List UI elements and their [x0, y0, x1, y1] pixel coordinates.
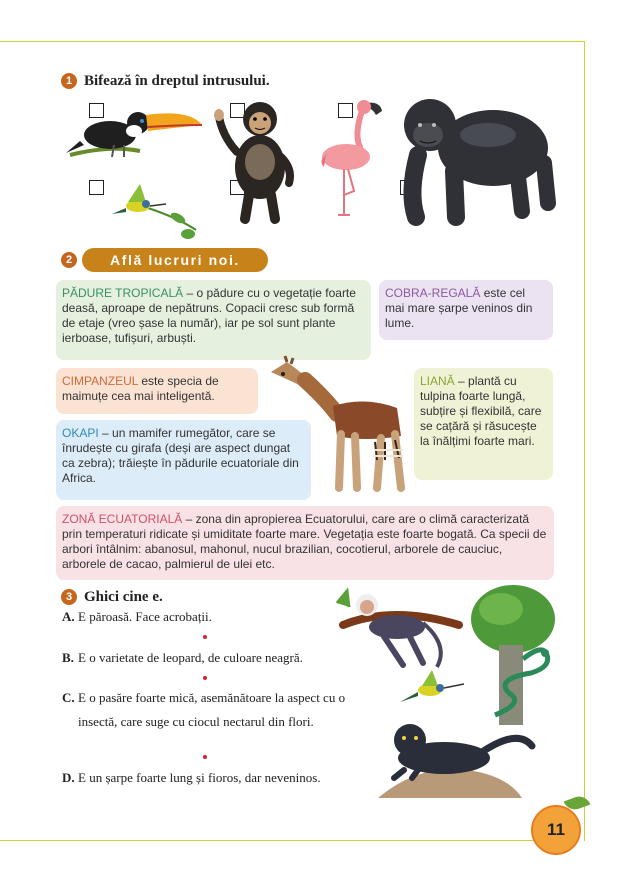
answer-dot-b	[203, 676, 207, 680]
term-cobra: COBRA-REGALĂ	[385, 286, 481, 300]
riddle-c-text: E o pasăre foarte mică, asemănătoare la aspect cu o insectă, care suge cu ciocul nectarul din flori.	[78, 690, 346, 729]
monkey-image	[333, 585, 463, 670]
page-frame-bottom	[0, 840, 540, 841]
section-2-title: Află lucruri noi.	[82, 248, 268, 272]
text-zona: – zona din apropierea Ecuatorului, care are o climă caracterizată prin temperaturi ridicate și umiditate foarte mare. Vegetația este foarte bogată. Ca specii de arbori întâlnim: abanosul, mahonul, nucul brazilian, cocotierul, arborele de cauciuc, arborele de cacao, palmierul de ulei etc.	[62, 512, 547, 571]
toucan-image	[70, 105, 205, 165]
text-liana: – plantă cu tulpina foarte lungă, subțire și flexibilă, care se cațără și răsucește la înălțimi foarte mari.	[420, 374, 542, 448]
riddle-b-letter: B.	[62, 650, 74, 665]
section-1-number: 1	[61, 73, 77, 89]
answer-dot-a	[203, 635, 207, 639]
section-3-number: 3	[61, 589, 77, 605]
term-zona: ZONĂ ECUATORIALĂ	[62, 512, 183, 526]
box-padure-tropicala	[56, 280, 371, 360]
hummingbird-image	[108, 178, 203, 240]
hummingbird-2-image	[398, 668, 468, 710]
riddle-a-letter: A.	[62, 609, 75, 624]
text-cobra: este cel mai mare șarpe veninos din lume.	[385, 286, 533, 330]
checkbox-hummingbird[interactable]	[89, 180, 104, 195]
okapi-image	[265, 360, 415, 495]
riddle-d-text: E un șarpe foarte lung și fioros, dar neveninos.	[78, 770, 321, 785]
section-2-number: 2	[61, 252, 77, 268]
box-zona-ecuatoriala	[56, 506, 554, 580]
riddle-d-letter: D.	[62, 770, 75, 785]
riddle-a-text: E păroasă. Face acrobații.	[78, 609, 212, 624]
tree-snake-image	[465, 583, 560, 733]
riddle-b-text: E o varietate de leopard, de culoare neagră.	[78, 650, 303, 665]
box-cobra-regala	[379, 280, 553, 340]
riddle-c	[62, 686, 362, 734]
page-frame-top	[0, 41, 585, 42]
riddle-b	[62, 646, 362, 670]
page-frame-right	[584, 41, 585, 841]
box-liana	[414, 368, 553, 480]
term-padure: PĂDURE TROPICALĂ	[62, 286, 184, 300]
page-number: 11	[531, 805, 581, 855]
riddle-c-letter: C.	[62, 690, 75, 705]
text-padure: – o pădure cu o vegetație foarte deasă, aproape de nepătruns. Copacii cresc sub formă de etaje (vreo șase la număr), iar pe sol sunt plante ierboase, tufișuri, arbuști.	[62, 286, 356, 345]
term-cimpanzeul: CIMPANZEUL	[62, 374, 139, 388]
text-okapi: – un mamifer rumegător, care se înrudește cu girafa (deși are aspect dungat ca zebra); trăiește în pădurile ecuatoriale din Africa.	[62, 426, 299, 485]
chimpanzee-image	[215, 97, 300, 225]
flamingo-image	[318, 95, 388, 220]
box-cimpanzeul	[56, 368, 258, 414]
section-1-title: Bifează în dreptul intrusului.	[84, 73, 270, 89]
term-liana: LIANĂ	[420, 374, 455, 388]
answer-dot-c	[203, 755, 207, 759]
panther-image	[378, 712, 538, 800]
text-cimpanzeul: este specia de maimuțe cea mai inteligentă.	[62, 374, 219, 403]
riddle-a	[62, 605, 362, 629]
riddle-d	[62, 766, 362, 790]
gorilla-image	[398, 93, 553, 223]
term-okapi: OKAPI	[62, 426, 99, 440]
section-3-title: Ghici cine e.	[84, 589, 163, 605]
